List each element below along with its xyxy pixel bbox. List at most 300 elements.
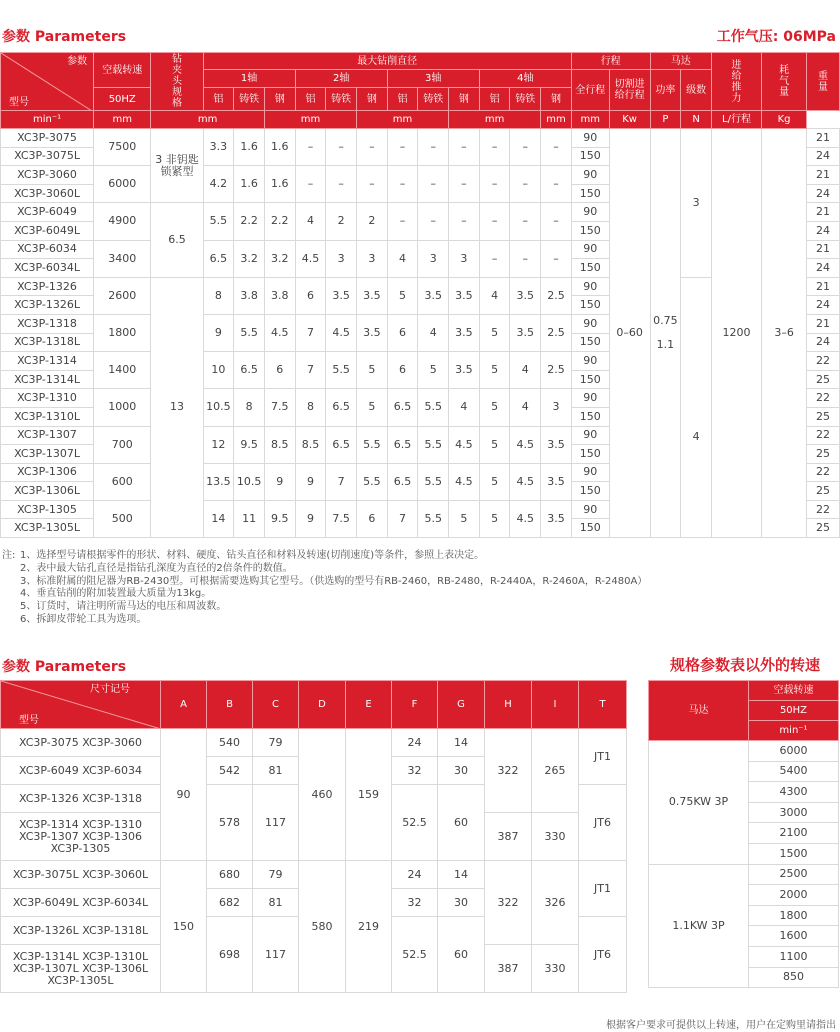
col-t: T [579,681,627,729]
material-steel: 钢 [357,88,388,111]
dim-b-cell: 682 [207,889,253,917]
speed-cell: 4300 [749,782,839,803]
material-iron: 铸铁 [234,88,265,111]
diameter-cell: 5 [357,352,388,389]
dim-g-cell: 14 [438,729,485,757]
axis3-header: 3轴 [387,70,479,88]
dim-a-cell: 150 [161,861,207,993]
diameter-cell: – [326,166,357,203]
weight-cell: 21 [807,203,840,222]
mm-unit: mm [264,111,356,129]
weight-cell: 25 [807,445,840,464]
total-stroke-header: 全行程 [571,70,609,111]
p-unit: P [650,111,681,129]
diameter-cell: 9 [295,500,326,537]
diameter-cell: 14 [203,500,234,537]
diameter-cell: 3.5 [510,277,541,314]
stroke-cell: 90 [571,389,609,408]
diameter-cell: – [326,129,357,166]
model-cell: XC3P-3075L [1,147,94,166]
model-cell: XC3P-1305L [1,519,94,538]
diameter-cell: 6.5 [387,426,418,463]
diameter-cell: 9 [264,463,295,500]
l-unit: L/行程 [711,111,761,129]
stroke-cell: 90 [571,203,609,222]
col-h: H [485,681,532,729]
weight-cell: 22 [807,463,840,482]
dim-i-cell: 330 [532,813,579,861]
diameter-cell: 3.2 [234,240,265,277]
diameter-cell: – [510,166,541,203]
stroke-cell: 150 [571,259,609,278]
speed-cell: 1800 [94,314,151,351]
stroke-cell: 150 [571,184,609,203]
diameter-cell: 3.5 [541,463,572,500]
diameter-cell: 2 [326,203,357,240]
col-d: D [299,681,346,729]
col-g: G [438,681,485,729]
diameter-cell: 7.5 [264,389,295,426]
diameter-cell: 5 [479,426,510,463]
speed-cell: 1000 [94,389,151,426]
power-header: 功率 [650,70,681,111]
diameter-cell: 5 [479,352,510,389]
diameter-cell: 1.6 [234,129,265,166]
model-cell: XC3P-1307L [1,445,94,464]
rpm-unit: min⁻¹ [1,111,94,129]
diameter-cell: 5.5 [357,463,388,500]
speed-cell: 700 [94,426,151,463]
dim-g-cell: 30 [438,889,485,917]
dim-e-cell: 219 [346,861,392,993]
diameter-cell: 3.5 [357,277,388,314]
speed-cell: 4900 [94,203,151,240]
col-e: E [346,681,392,729]
dim-c-cell: 117 [253,785,299,861]
mm-unit: mm [449,111,541,129]
diameter-cell: 2.2 [234,203,265,240]
diameter-cell: 3.8 [234,277,265,314]
diameter-cell: 6.5 [326,426,357,463]
diameter-cell: 4.5 [510,500,541,537]
diameter-cell: 5.5 [234,314,265,351]
speed-cell: 2500 [749,864,839,885]
col-i: I [532,681,579,729]
note-item: 6、拆卸皮带轮工具为选项。 [20,613,147,625]
diameter-cell: 2 [357,203,388,240]
stroke-cell: 90 [571,277,609,296]
stroke-cell: 90 [571,352,609,371]
weight-cell: 21 [807,166,840,185]
model-cell: XC3P-1314 [1,352,94,371]
diameter-cell: 5 [449,500,480,537]
model-cell: XC3P-6049 XC3P-6034 [1,757,161,785]
stroke-cell: 150 [571,147,609,166]
dim-g-cell: 14 [438,861,485,889]
diameter-cell: – [541,240,572,277]
model-cell: XC3P-1326 XC3P-1318 [1,785,161,813]
diameter-cell: – [357,129,388,166]
model-cell: XC3P-1318 [1,314,94,333]
dim-t-cell: JT1 [579,729,627,785]
dim-d-cell: 460 [299,729,346,861]
diameter-cell: 8.5 [264,426,295,463]
axis1-header: 1轴 [203,70,295,88]
dim-h-cell: 322 [485,861,532,945]
max-diameter-header: 最大钻削直径 [203,53,571,70]
motor-cell: 0.75KW 3P [649,741,749,865]
speed-cell: 500 [94,500,151,537]
stroke-cell: 150 [571,482,609,501]
diameter-cell: 4 [479,277,510,314]
diameter-cell: 1.6 [264,129,295,166]
speed-cell: 1400 [94,352,151,389]
diameter-cell: 5.5 [357,426,388,463]
stages-cell [681,277,712,537]
model-cell: XC3P-6049 [1,203,94,222]
speed-cell: 1500 [749,843,839,864]
dim-h-cell: 387 [485,945,532,993]
stroke-cell: 150 [571,221,609,240]
model-cell: XC3P-3075L XC3P-3060L [1,861,161,889]
material-al: 铝 [203,88,234,111]
diameter-cell: – [479,203,510,240]
mm-unit: mm [151,111,265,129]
power-cell [650,129,681,538]
table-row [1,129,840,148]
motor-header: 马达 [649,681,749,741]
hz-header: 50HZ [749,701,839,721]
param-label: 参数 [67,56,88,67]
axis2-header: 2轴 [295,70,387,88]
dim-c-cell: 117 [253,917,299,993]
stroke-cell: 90 [571,240,609,259]
dim-f-cell: 24 [392,729,438,757]
material-iron: 铸铁 [418,88,449,111]
notes [2,550,647,627]
dim-c-cell: 79 [253,729,299,757]
model-cell: XC3P-1310L [1,407,94,426]
weight-cell: 24 [807,147,840,166]
diameter-cell: 1.6 [264,166,295,203]
diameter-cell: – [387,129,418,166]
diameter-cell: 8 [295,389,326,426]
diameter-cell: 12 [203,426,234,463]
motor-cell: 1.1KW 3P [649,864,749,988]
diameter-cell: 4 [510,389,541,426]
diameter-cell: – [295,129,326,166]
stages-value: 4 [692,430,700,444]
diameter-cell: 3.5 [326,277,357,314]
size-model-corner [1,681,161,729]
dim-b-cell: 540 [207,729,253,757]
diameter-cell: – [510,129,541,166]
mm-unit: mm [357,111,449,129]
speed-cell: 2100 [749,823,839,844]
col-f: F [392,681,438,729]
stroke-cell: 150 [571,333,609,352]
stages-cell: 3 [681,129,712,278]
diameter-cell: 6 [295,277,326,314]
model-cell: XC3P-1326 [1,277,94,296]
diameter-cell: 1.6 [234,166,265,203]
diameter-cell: 6 [357,500,388,537]
note-item: 3、标准附属的阻尼器为RB-2430型。可根据需要选购其它型号。（供选购的型号有RB-2460，RB-2480，R-2440A，R-2460A，R-2480A） [20,575,648,587]
diameter-cell: 7 [326,463,357,500]
chuck-cell: 6.5 [151,203,203,277]
cut-stroke-header: 切割进给行程 [609,70,650,111]
model-cell: XC3P-6034L [1,259,94,278]
material-steel: 钢 [264,88,295,111]
params-title-1: 参数 Parameters [2,29,127,45]
speed-cell: 1600 [749,926,839,947]
diameter-cell: 3.8 [264,277,295,314]
n-unit: N [681,111,712,129]
weight-cell: 22 [807,352,840,371]
table-row [649,864,839,885]
model-cell: XC3P-3060L [1,184,94,203]
diameter-cell: 6.5 [203,240,234,277]
diameter-cell: – [541,166,572,203]
speed-cell: 6000 [94,166,151,203]
diameter-cell: 6.5 [387,389,418,426]
air-cell: 3–6 [762,129,807,538]
dim-f-cell: 24 [392,861,438,889]
model-cell: XC3P-1310 [1,389,94,408]
dim-d-cell: 580 [299,861,346,993]
speed-cell: 3000 [749,802,839,823]
diameter-cell: 3.5 [418,277,449,314]
note-item: 5、订货时，请注明所需马达的电压和周波数。 [20,601,227,613]
speed-cell: 850 [749,967,839,988]
table-row [649,741,839,762]
weight-cell: 25 [807,407,840,426]
model-cell: XC3P-6034 [1,240,94,259]
diameter-cell: – [479,129,510,166]
diameter-cell: 6.5 [234,352,265,389]
dim-f-cell: 32 [392,889,438,917]
table-row [1,861,627,889]
param-model-corner [1,53,94,111]
kw-unit: Kw [609,111,650,129]
diameter-cell: 9 [295,463,326,500]
diameter-cell: 2.5 [541,277,572,314]
power-value: 1.1 [656,338,675,352]
diameter-cell: 4.5 [295,240,326,277]
diameter-cell: – [449,203,480,240]
model-cell: XC3P-1326L XC3P-1318L [1,917,161,945]
weight-cell: 24 [807,333,840,352]
material-iron: 铸铁 [510,88,541,111]
model-cell: XC3P-3075 [1,129,94,148]
diameter-cell: – [449,166,480,203]
speed-cell: 6000 [749,741,839,762]
model-cell: XC3P-1307 [1,426,94,445]
diameter-cell: 8 [203,277,234,314]
diameter-cell: 6.5 [326,389,357,426]
diameter-cell: 5.5 [326,352,357,389]
diameter-cell: 3.5 [357,314,388,351]
stroke-cell: 150 [571,445,609,464]
weight-cell: 24 [807,221,840,240]
model-cell: XC3P-6049L XC3P-6034L [1,889,161,917]
speed-cell: 5400 [749,761,839,782]
diameter-cell: – [418,166,449,203]
model-cell: XC3P-1305 [1,500,94,519]
diameter-cell: 10.5 [234,463,265,500]
speed-cell: 1800 [749,905,839,926]
diameter-cell: 4.5 [264,314,295,351]
diameter-cell: 3.5 [510,314,541,351]
speed-header: 空载转速 [749,681,839,701]
dim-f-cell: 52.5 [392,785,438,861]
model-cell: XC3P-1306 [1,463,94,482]
dim-b-cell: 542 [207,757,253,785]
diameter-cell: 4 [418,314,449,351]
dim-t-cell: JT1 [579,861,627,917]
material-iron: 铸铁 [326,88,357,111]
diameter-cell: 3.2 [264,240,295,277]
weight-cell: 21 [807,240,840,259]
diameter-cell: 10 [203,352,234,389]
diameter-cell: – [510,203,541,240]
weight-cell: 21 [807,129,840,148]
diameter-cell: 7.5 [326,500,357,537]
diameter-cell: 4 [510,352,541,389]
diameter-cell: 3 [418,240,449,277]
speed-cell: 1100 [749,946,839,967]
size-label: 尺寸记号 [90,684,130,695]
dim-b-cell: 680 [207,861,253,889]
col-a: A [161,681,207,729]
diameter-cell: 6 [387,352,418,389]
dim-g-cell: 60 [438,917,485,993]
diameter-cell: 3 [357,240,388,277]
diameter-cell: 3.5 [449,277,480,314]
mm-unit: mm [94,111,151,129]
thrust-header: 进给推力 [711,53,761,111]
weight-cell: 22 [807,426,840,445]
diameter-cell: 2.5 [541,314,572,351]
diameter-cell: – [418,129,449,166]
dim-g-cell: 30 [438,757,485,785]
working-pressure-label: 工作气压: 06MPa [716,29,836,45]
mm-unit: mm [571,111,609,129]
diameter-cell: – [387,203,418,240]
air-header: 耗气量 [762,53,807,111]
note-item: 4、垂直钻削的附加装置最大质量为13kg。 [20,588,212,600]
diameter-cell: – [479,166,510,203]
material-al: 铝 [387,88,418,111]
weight-cell: 24 [807,184,840,203]
dim-b-cell: 698 [207,917,253,993]
stroke-header: 行程 [571,53,650,70]
diameter-cell: 5.5 [203,203,234,240]
model-cell: XC3P-1314L [1,370,94,389]
chuck-header: 钻夹头规格 [151,53,203,111]
speed-cell: 7500 [94,129,151,166]
diameter-cell: 3 [449,240,480,277]
material-steel: 钢 [541,88,572,111]
parameters-table [0,52,840,538]
weight-cell: 22 [807,389,840,408]
dimensions-table [0,680,627,993]
diameter-cell: 8 [234,389,265,426]
material-al: 铝 [295,88,326,111]
dim-f-cell: 52.5 [392,917,438,993]
thrust-cell: 1200 [711,129,761,538]
params-title-2: 参数 Parameters [2,659,127,675]
model-cell: XC3P-3075 XC3P-3060 [1,729,161,757]
diameter-cell: 3.3 [203,129,234,166]
stroke-cell: 90 [571,166,609,185]
model-cell: XC3P-1314L XC3P-1310L XC3P-1307L XC3P-1306L XC3P-1305L [1,945,161,993]
diameter-cell: 4 [387,240,418,277]
model-cell: XC3P-1314 XC3P-1310 XC3P-1307 XC3P-1306 XC3P-1305 [1,813,161,861]
cut-stroke-cell: 0–60 [609,129,650,538]
diameter-cell: – [357,166,388,203]
speed-cell: 2000 [749,885,839,906]
dim-i-cell: 265 [532,729,579,813]
diameter-cell: 2.2 [264,203,295,240]
diameter-cell: – [510,240,541,277]
diameter-cell: 3.5 [541,500,572,537]
hz-header: 50HZ [94,88,151,111]
stroke-cell: 150 [571,370,609,389]
weight-cell: 21 [807,314,840,333]
mm-unit: mm [541,111,572,129]
stroke-cell: 90 [571,314,609,333]
weight-header: 重量 [807,53,840,111]
diameter-cell: 9.5 [264,500,295,537]
diameter-cell: 5 [479,463,510,500]
model-cell: XC3P-6049L [1,221,94,240]
diameter-cell: 4.2 [203,166,234,203]
motor-header: 马达 [650,53,711,70]
dim-f-cell: 32 [392,757,438,785]
weight-cell: 24 [807,259,840,278]
diameter-cell: 5.5 [418,463,449,500]
diameter-cell: – [449,129,480,166]
speed-header: 空载转速 [94,53,151,88]
weight-cell: 25 [807,370,840,389]
diameter-cell: 3.5 [449,352,480,389]
diameter-cell: – [387,166,418,203]
diameter-cell: – [541,129,572,166]
diameter-cell: – [541,203,572,240]
model-cell: XC3P-1306L [1,482,94,501]
diameter-cell: 2.5 [541,352,572,389]
axis4-header: 4轴 [479,70,571,88]
weight-cell: 24 [807,296,840,315]
diameter-cell: – [295,166,326,203]
dim-i-cell: 326 [532,861,579,945]
diameter-cell: 10.5 [203,389,234,426]
model-cell: XC3P-3060 [1,166,94,185]
model-label: 型号 [9,97,29,108]
speed-cell: 3400 [94,240,151,277]
material-al: 铝 [479,88,510,111]
weight-cell: 22 [807,500,840,519]
diameter-cell: – [418,203,449,240]
rpm-unit: min⁻¹ [749,721,839,741]
col-b: B [207,681,253,729]
speed-cell: 2600 [94,277,151,314]
diameter-cell: 5.5 [418,426,449,463]
diameter-cell: 6.5 [387,463,418,500]
diameter-cell: 4.5 [449,426,480,463]
stroke-cell: 90 [571,129,609,148]
